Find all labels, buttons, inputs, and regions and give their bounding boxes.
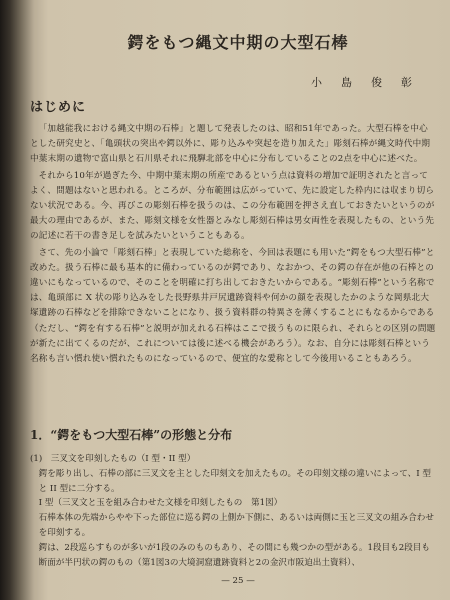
subsection-block: [30, 452, 436, 570]
paragraph: 「加越能我における縄文中期の石棒」と題して発表したのは、昭和51年であった。大型石棒を中心とした研究史と、「亀頭状の突出や鍔以外に、彫り込みや突起を造り加えた」彫刻石棒が縄文時代中期中葉末期の遺物で富山県と石川県それに飛騨北部を中心に分布していることの2点を中心に述べた。: [30, 124, 431, 165]
paragraph: 鍔は、2段巡らすものが多いが1段のみのものもあり、その間にも幾つかの型がある。1段目も2段目も断面が半円状の鍔のもの（第1図3の大境洞窟遺跡資料と2の金沢市阪迫出土資料）、: [38, 542, 430, 568]
paragraph: 鍔を彫り出し、石棒の部に三叉文を主とした印刻文を加えたもの。その印刻文様の違いによって、I 型と II 型に二分する。: [38, 468, 431, 494]
subsection-heading: (1) 三叉文を印刻したもの（I 型・II 型）: [30, 454, 196, 464]
type-heading: I 型（三叉文と玉を組み合わせた文様を印刻したもの 第1図）: [38, 498, 283, 509]
paragraph: 石棒本体の先端からやや下った部位に巡る鍔の上側か下側に、あるいは両側に玉と三叉文の組み合わせを印刻する。: [38, 513, 434, 538]
paragraph: さて、先の小論で「彫刻石棒」と表現していた総称を、今回は表題にも用いた“鍔をもつ大型石棒”と改めた。扱う石棒に最も基本的に備わっているのが鍔であり、なおかつ、その鍔の存在が他の石棒との違いにもなっているので、そのことを明確に打ち出しておきたいからである。“彫刻石棒”という名称では、亀頭部に X 状の彫り込みをした長野県井戸尻遺跡資料や何かの顔を表現したかのような岡県北大塚遺跡の石棒などを排除できないことになり、扱う資料群の特異さを薄くすることにもなるからである（ただし、“鍔を有する石棒”と説明が加えれる石棒はここで扱うものに限られ、それらとの区別の問題が新たに出てくるのだが、これについては後に述べる機会があろう）。なお、自分には彫刻石棒という名称も言い慣れ使い慣れたものになっているので、便宜的な愛称として今後用いることもあろう。: [30, 247, 436, 365]
page-number: — 25 —: [221, 576, 255, 586]
paper-page: [26, 0, 450, 600]
paragraph: それから10年が過ぎた今、中期中葉末期の所産であるという点は資料の増加で証明されたと言ってよく、問題はないと思われる。ところが、分布範囲は広がっていて、先に設定した枠内には収まり切らない状況である。今、再びこの彫刻石棒を扱うのは、この分布範囲を押さえ直しておきたいというのが最大の理由であるが、また、彫刻文様を女性器とみなし彫刻石棒は男女両性を表現したもの、という先の記述に若干の書き足しを試みたいということもある。: [30, 170, 435, 242]
intro-body: [30, 122, 436, 368]
article-title: 鍔をもつ縄文中期の大型石棒: [127, 33, 349, 52]
section-heading-intro: はじめに: [30, 100, 87, 115]
section-heading-1: 1．“鍔をもつ大型石棒”の形態と分布: [30, 428, 233, 442]
author-name: 小 島 俊 彰: [311, 76, 416, 89]
